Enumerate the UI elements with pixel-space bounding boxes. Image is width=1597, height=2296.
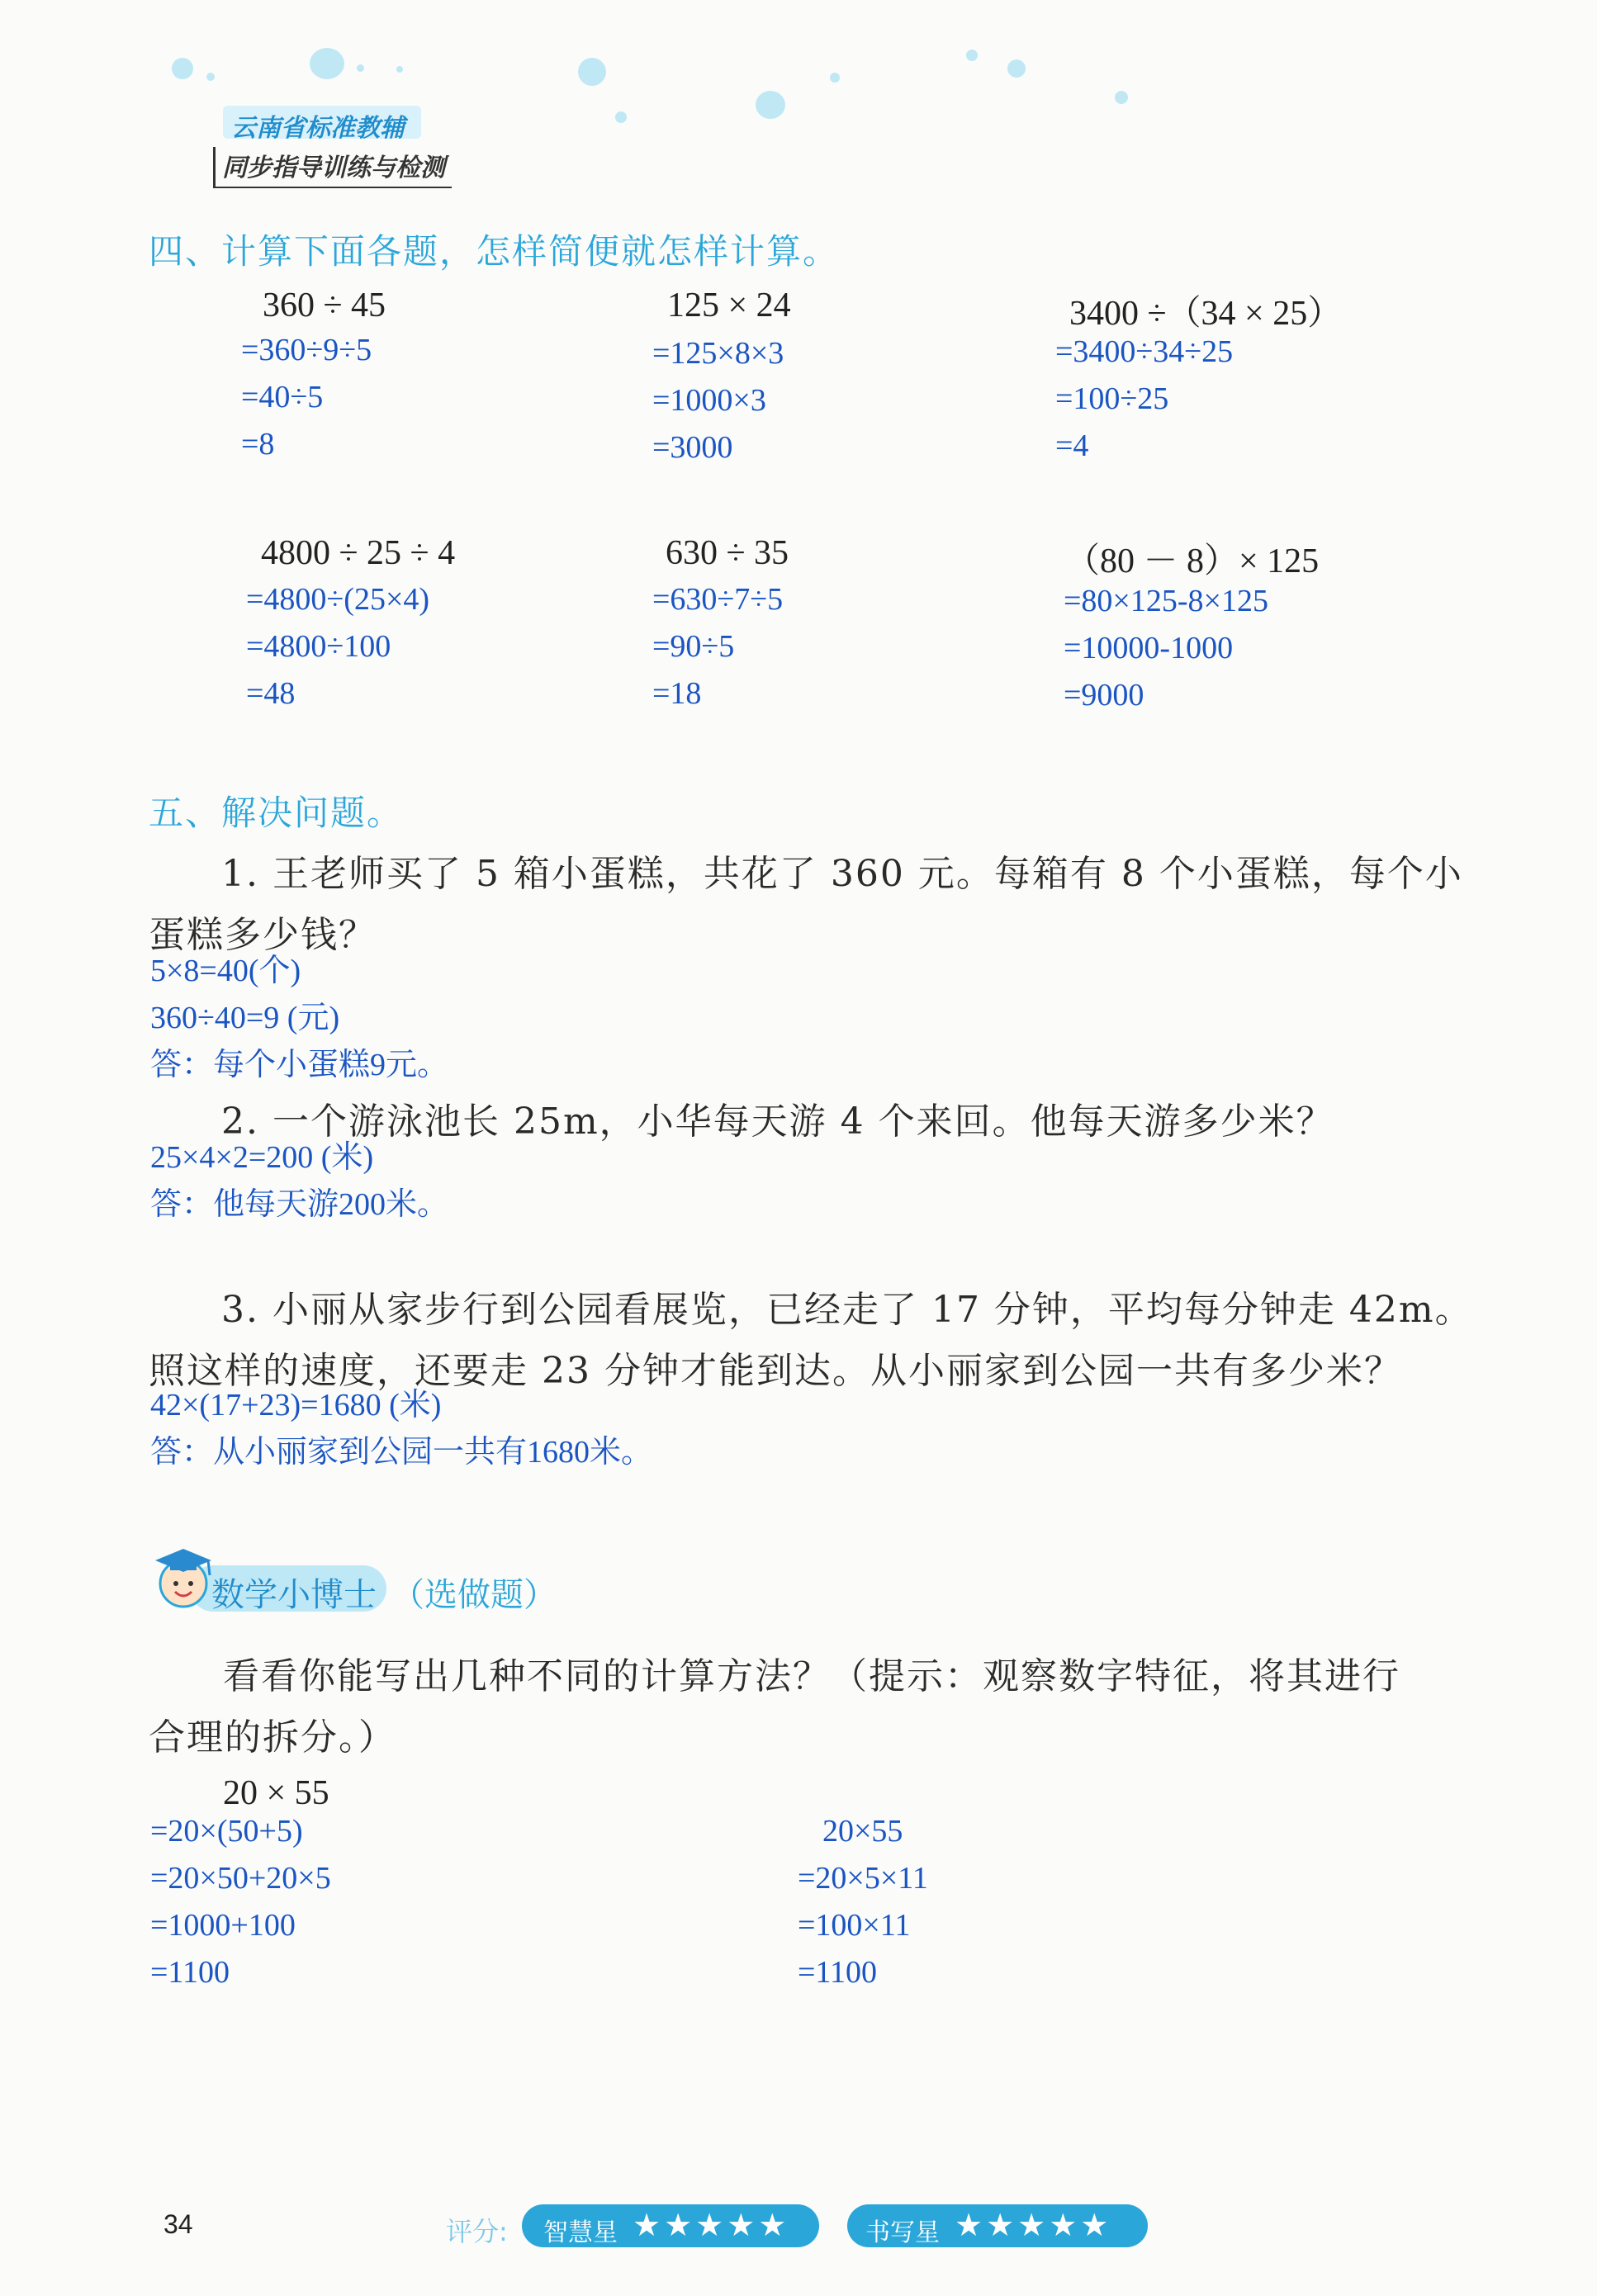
section5-title: 五、解决问题。 [149, 793, 404, 833]
writing-star-label: 书写星 [865, 2218, 940, 2247]
solution-step: =90÷5 [652, 629, 735, 664]
solution-step: =1000×3 [652, 383, 766, 418]
solution-step: =360÷9÷5 [241, 333, 372, 367]
method-two [798, 1808, 928, 1996]
solution-step: =48 [246, 676, 296, 711]
problem-expression: 360 ÷ 45 [263, 286, 386, 324]
problem-expression: （80 － 8）× 125 [1065, 542, 1320, 580]
solution-step: =125×8×3 [652, 336, 784, 371]
solution-steps [652, 330, 784, 471]
header-subtitle: 同步指导训练与检测 [213, 147, 452, 188]
solution-step: =10000-1000 [1064, 631, 1234, 665]
writing-star-icons: ★★★★★ [955, 2207, 1112, 2243]
solution-steps [246, 576, 429, 717]
question-text: 3. 小丽从家步行到公园看展览，已经走了 17 分钟，平均每分钟走 42m。 [221, 1289, 1473, 1331]
solution-step: =9000 [1064, 678, 1144, 712]
optional-label: （选做题） [391, 1576, 557, 1614]
answer-line: 答：从小丽家到公园一共有1680米。 [150, 1435, 653, 1470]
solution-step: =8 [241, 427, 275, 462]
problem-expression: 4800 ÷ 25 ÷ 4 [261, 534, 456, 572]
question-text: 蛋糕多少钱？ [149, 914, 377, 956]
wisdom-star-label: 智慧星 [543, 2218, 618, 2247]
solution-step: =20×5×11 [798, 1861, 928, 1896]
section4-title: 四、计算下面各题，怎样简便就怎样计算。 [149, 231, 840, 272]
answer-block [150, 948, 448, 1089]
solution-step: =3000 [652, 430, 733, 465]
answer-line: 42×(17+23)=1680 (米) [150, 1388, 442, 1423]
question-text: 2. 一个游泳池长 25m，小华每天游 4 个来回。他每天游多少米？ [221, 1101, 1334, 1143]
problem-expression: 125 × 24 [667, 286, 791, 324]
page-number: 34 [163, 2209, 193, 2239]
writing-star-pill [847, 2204, 1148, 2247]
problem-expression: 3400 ÷（34 × 25） [1069, 295, 1343, 333]
solution-step: 20×55 [822, 1814, 903, 1849]
solution-step: =80×125-8×125 [1064, 584, 1268, 618]
answer-line: 答：他每天游200米。 [150, 1187, 449, 1222]
doctor-mascot-icon [149, 1542, 218, 1612]
method-one [150, 1808, 331, 1996]
brand-title: 云南省标准教辅 [231, 114, 405, 143]
solution-step: =1100 [798, 1955, 878, 1990]
solution-step: =630÷7÷5 [652, 582, 784, 617]
answer-block [150, 1134, 448, 1228]
solution-step: =4800÷100 [246, 629, 391, 664]
question-text: 1. 王老师买了 5 箱小蛋糕，共花了 360 元。每箱有 8 个小蛋糕，每个小 [221, 853, 1463, 895]
solution-steps [241, 327, 372, 468]
question-text: 合理的拆分。） [149, 1716, 396, 1759]
solution-step: =100×11 [798, 1908, 911, 1943]
solution-step: =20×(50+5) [150, 1814, 303, 1849]
solution-steps [1055, 329, 1233, 470]
solution-step: =4 [1055, 428, 1089, 463]
solution-step: =40÷5 [241, 380, 324, 414]
solution-step: =3400÷34÷25 [1055, 334, 1234, 369]
question-text: 照这样的速度，还要走 23 分钟才能到达。从小丽家到公园一共有多少米？ [149, 1350, 1402, 1392]
wisdom-star-pill [522, 2204, 819, 2247]
problem-expression: 20 × 55 [223, 1774, 329, 1812]
answer-line: 360÷40=9 (元) [150, 1001, 340, 1035]
answer-line: 答：每个小蛋糕9元。 [150, 1048, 449, 1082]
solution-step: =18 [652, 676, 702, 711]
solution-step: =20×50+20×5 [150, 1861, 331, 1896]
solution-step: =100÷25 [1055, 381, 1169, 416]
doctor-badge-label: 数学小博士 [211, 1576, 377, 1614]
solution-step: =1100 [150, 1955, 230, 1990]
answer-line: 25×4×2=200 (米) [150, 1140, 374, 1175]
score-label: 评分: [446, 2216, 508, 2247]
answer-line: 5×8=40(个) [150, 954, 301, 988]
solution-step: =1000+100 [150, 1908, 296, 1943]
answer-block [150, 1382, 652, 1476]
problem-expression: 630 ÷ 35 [666, 534, 789, 572]
wisdom-star-icons: ★★★★★ [633, 2207, 790, 2243]
solution-steps [652, 576, 783, 717]
solution-step: =4800÷(25×4) [246, 582, 430, 617]
solution-steps [1064, 578, 1268, 719]
question-text: 看看你能写出几种不同的计算方法？（提示：观察数字特征，将其进行 [223, 1655, 1400, 1697]
